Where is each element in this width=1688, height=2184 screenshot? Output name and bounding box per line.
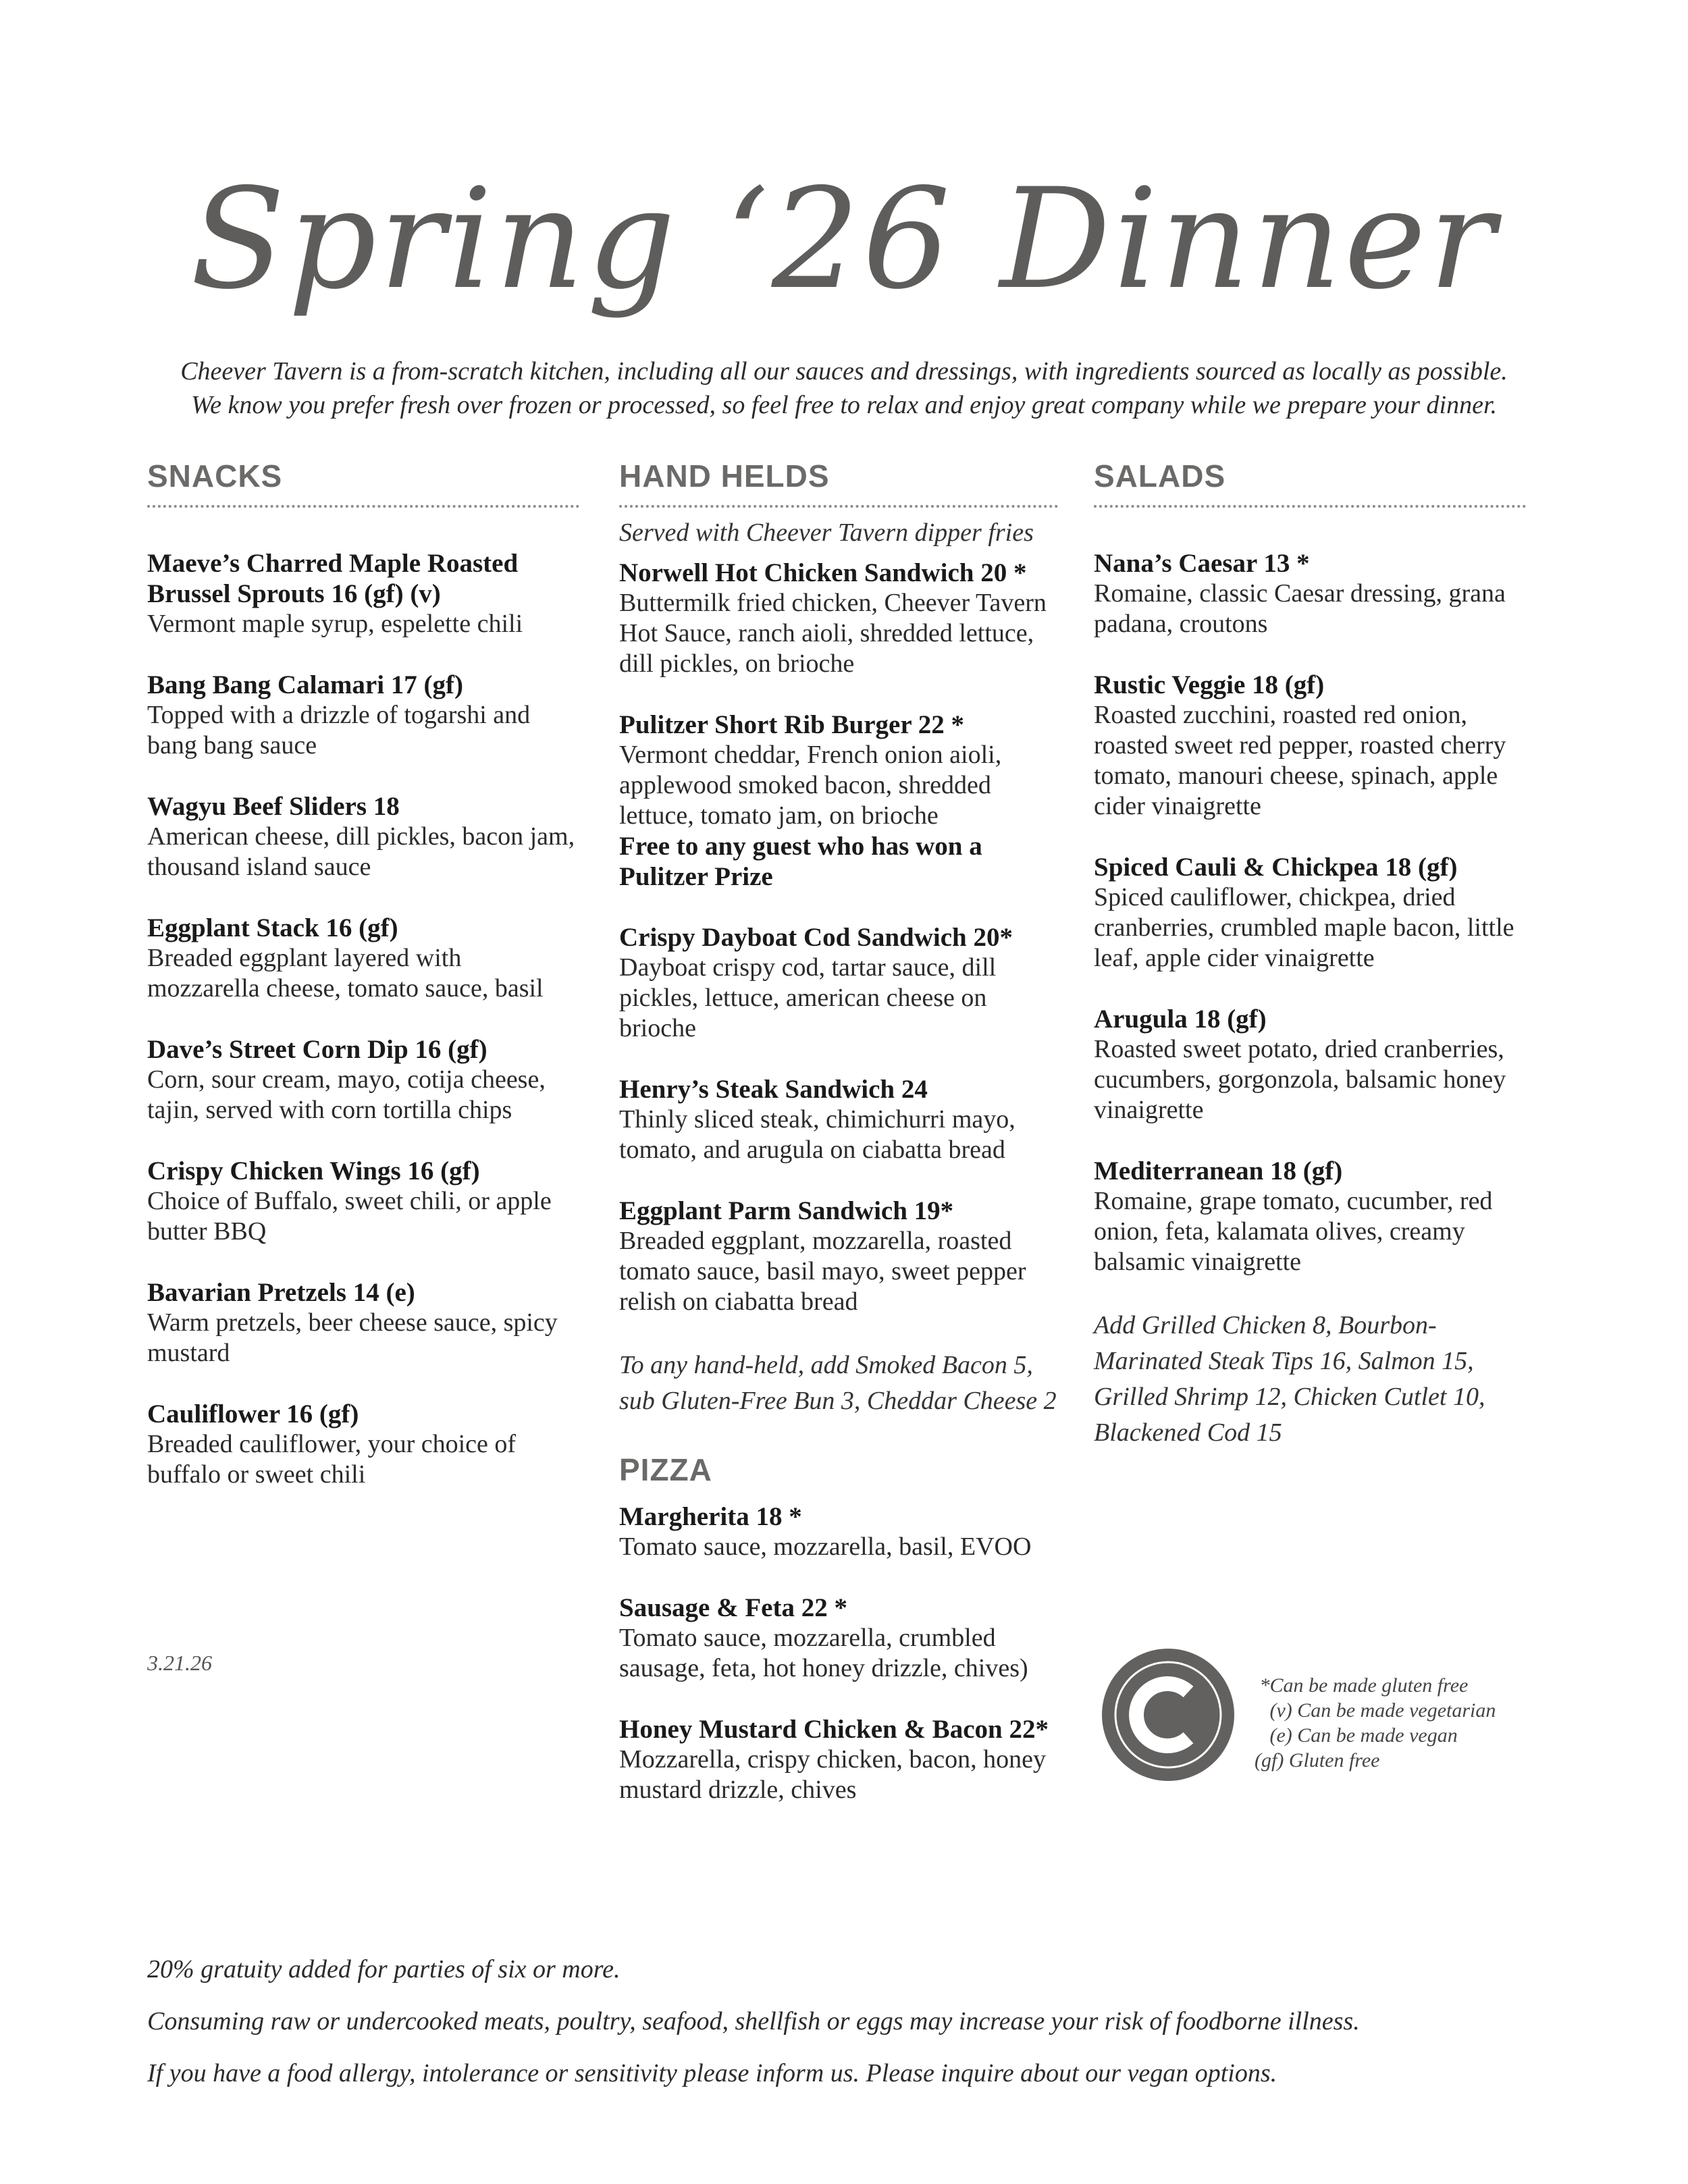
item-name: Dave’s Street Corn Dip 16 (gf) xyxy=(147,1035,487,1064)
item-description: Warm pretzels, beer cheese sauce, spicy mustard xyxy=(147,1308,558,1367)
menu-date: 3.21.26 xyxy=(147,1651,212,1675)
menu-item xyxy=(147,548,579,639)
legend-line: (gf) Gluten free xyxy=(1255,1749,1380,1772)
item-description: Choice of Buffalo, sweet chili, or apple butter BBQ xyxy=(147,1187,552,1246)
item-description: Thinly sliced steak, chimichurri mayo, tomato, and arugula on ciabatta bread xyxy=(619,1105,1016,1164)
item-name: Maeve’s Charred Maple Roasted Brussel Sprouts 16 (gf) (v) xyxy=(147,549,519,608)
legend-line: *Can be made gluten free xyxy=(1255,1674,1469,1697)
item-description: Buttermilk fried chicken, Cheever Tavern Hot Sauce, ranch aioli, shredded lettuce, dill pickles, on brioche xyxy=(619,589,1047,678)
item-name: Eggplant Parm Sandwich 19* xyxy=(619,1196,954,1225)
item-description: Breaded eggplant layered with mozzarella cheese, tomato sauce, basil xyxy=(147,944,544,1003)
menu-item xyxy=(1094,1156,1526,1277)
legend-line: (v) Can be made vegetarian xyxy=(1255,1699,1496,1722)
item-name: Margherita 18 * xyxy=(619,1502,802,1531)
item-name: Arugula 18 (gf) xyxy=(1094,1005,1267,1034)
item-description: Vermont cheddar, French onion aioli, applewood smoked bacon, shredded lettuce, tomato jam, on brioche xyxy=(619,741,1002,830)
intro-line: Cheever Tavern is a from-scratch kitchen, including all our sauces and dressings, with ingredients sourced as locally as possible. xyxy=(180,357,1508,385)
item-name: Sausage & Feta 22 * xyxy=(619,1593,847,1622)
menu-item xyxy=(619,558,1058,679)
menu-item xyxy=(619,1501,1058,1562)
menu-title: Spring ‘26 Dinner xyxy=(190,159,1498,320)
menu-item xyxy=(1094,670,1526,822)
menu-item xyxy=(147,670,579,761)
salads-section xyxy=(1094,452,1526,1478)
salads-heading: SALADS xyxy=(1094,458,1226,494)
dotted-divider xyxy=(147,500,579,508)
item-description: Roasted sweet potato, dried cranberries, cucumbers, gorgonzola, balsamic honey vinaigrette xyxy=(1094,1035,1506,1124)
item-description: Tomato sauce, mozzarella, crumbled sausage, feta, hot honey drizzle, chives) xyxy=(619,1624,1028,1682)
item-name: Honey Mustard Chicken & Bacon 22* xyxy=(619,1715,1049,1744)
dietary-legend xyxy=(1255,1673,1496,1773)
menu-item xyxy=(619,922,1058,1044)
intro-line: We know you prefer fresh over frozen or processed, so feel free to relax and enjoy great company while we prepare your dinner. xyxy=(190,391,1498,419)
item-name: Bang Bang Calamari 17 (gf) xyxy=(147,670,463,699)
item-description: Romaine, classic Caesar dressing, grana padana, croutons xyxy=(1094,579,1506,638)
menu-item xyxy=(147,1156,579,1247)
item-promo: Free to any guest who has won a Pulitzer Prize xyxy=(619,832,982,891)
salads-addon-note: Add Grilled Chicken 8, Bourbon-Marinated Steak Tips 16, Salmon 15, Grilled Shrimp 12, Chicken Cutlet 10, Blackened Cod 15 xyxy=(1094,1311,1485,1447)
handhelds-addon-note: To any hand-held, add Smoked Bacon 5, sub Gluten-Free Bun 3, Cheddar Cheese 2 xyxy=(619,1351,1057,1415)
item-description: Spiced cauliflower, chickpea, dried cranberries, crumbled maple bacon, little leaf, apple cider vinaigrette xyxy=(1094,883,1514,972)
item-description: Roasted zucchini, roasted red onion, roasted sweet red pepper, roasted cherry tomato, manouri cheese, spinach, apple cider vinaigrette xyxy=(1094,701,1506,820)
item-name: Pulitzer Short Rib Burger 22 * xyxy=(619,710,964,739)
menu-item xyxy=(1094,1004,1526,1125)
footer-line: 20% gratuity added for parties of six or more. xyxy=(147,1955,621,1983)
legend-line: (e) Can be made vegan xyxy=(1255,1724,1458,1747)
menu-item xyxy=(619,1714,1058,1805)
item-name: Rustic Veggie 18 (gf) xyxy=(1094,670,1325,699)
menu-item xyxy=(1094,852,1526,974)
logo-circle xyxy=(1102,1649,1234,1781)
item-description: Dayboat crispy cod, tartar sauce, dill pickles, lettuce, american cheese on brioche xyxy=(619,953,997,1042)
item-name: Mediterranean 18 (gf) xyxy=(1094,1156,1343,1186)
item-name: Nana’s Caesar 13 * xyxy=(1094,549,1310,578)
item-name: Crispy Dayboat Cod Sandwich 20* xyxy=(619,923,1013,952)
item-name: Cauliflower 16 (gf) xyxy=(147,1400,359,1429)
menu-item xyxy=(147,913,579,1004)
menu-item xyxy=(619,1593,1058,1684)
item-description: Breaded eggplant, mozzarella, roasted tomato sauce, basil mayo, sweet pepper relish on ciabatta bread xyxy=(619,1227,1026,1316)
footer-line: Consuming raw or undercooked meats, poultry, seafood, shellfish or eggs may increase your risk of foodborne illness. xyxy=(147,2007,1360,2035)
item-name: Eggplant Stack 16 (gf) xyxy=(147,913,398,942)
item-description: Breaded cauliflower, your choice of buffalo or sweet chili xyxy=(147,1430,517,1489)
item-description: Vermont maple syrup, espelette chili xyxy=(147,610,523,638)
intro-text xyxy=(101,354,1587,422)
handhelds-section xyxy=(619,452,1058,1836)
handhelds-subtitle: Served with Cheever Tavern dipper fries xyxy=(619,518,1034,547)
snacks-heading: SNACKS xyxy=(147,458,283,494)
item-description: Tomato sauce, mozzarella, basil, EVOO xyxy=(619,1533,1032,1561)
item-description: American cheese, dill pickles, bacon jam, thousand island sauce xyxy=(147,822,575,881)
dotted-divider xyxy=(619,500,1058,508)
footer-notes xyxy=(147,1954,1565,2110)
menu-item xyxy=(147,1277,579,1368)
menu-item xyxy=(619,1074,1058,1165)
footer-line: If you have a food allergy, intolerance or sensitivity please inform us. Please inquire about our vegan options. xyxy=(147,2059,1277,2087)
pizza-heading: PIZZA xyxy=(619,1452,712,1487)
item-description: Topped with a drizzle of togarshi and bang bang sauce xyxy=(147,701,531,760)
dotted-divider xyxy=(1094,500,1526,508)
menu-item xyxy=(619,1196,1058,1317)
snacks-section xyxy=(147,452,579,1520)
item-name: Crispy Chicken Wings 16 (gf) xyxy=(147,1156,480,1186)
item-description: Romaine, grape tomato, cucumber, red onion, feta, kalamata olives, creamy balsamic vinaigrette xyxy=(1094,1187,1493,1276)
item-description: Mozzarella, crispy chicken, bacon, honey mustard drizzle, chives xyxy=(619,1745,1047,1804)
item-name: Spiced Cauli & Chickpea 18 (gf) xyxy=(1094,853,1458,882)
item-description: Corn, sour cream, mayo, cotija cheese, tajin, served with corn tortilla chips xyxy=(147,1065,546,1124)
menu-item xyxy=(147,791,579,882)
item-name: Bavarian Pretzels 14 (e) xyxy=(147,1278,415,1307)
handhelds-heading: HAND HELDS xyxy=(619,458,830,494)
menu-item xyxy=(147,1399,579,1490)
item-name: Norwell Hot Chicken Sandwich 20 * xyxy=(619,558,1027,587)
menu-item xyxy=(147,1034,579,1125)
menu-item xyxy=(1094,548,1526,639)
cheever-logo-icon xyxy=(1101,1647,1236,1782)
item-name: Wagyu Beef Sliders 18 xyxy=(147,792,400,821)
item-name: Henry’s Steak Sandwich 24 xyxy=(619,1075,928,1104)
menu-item xyxy=(619,710,1058,892)
